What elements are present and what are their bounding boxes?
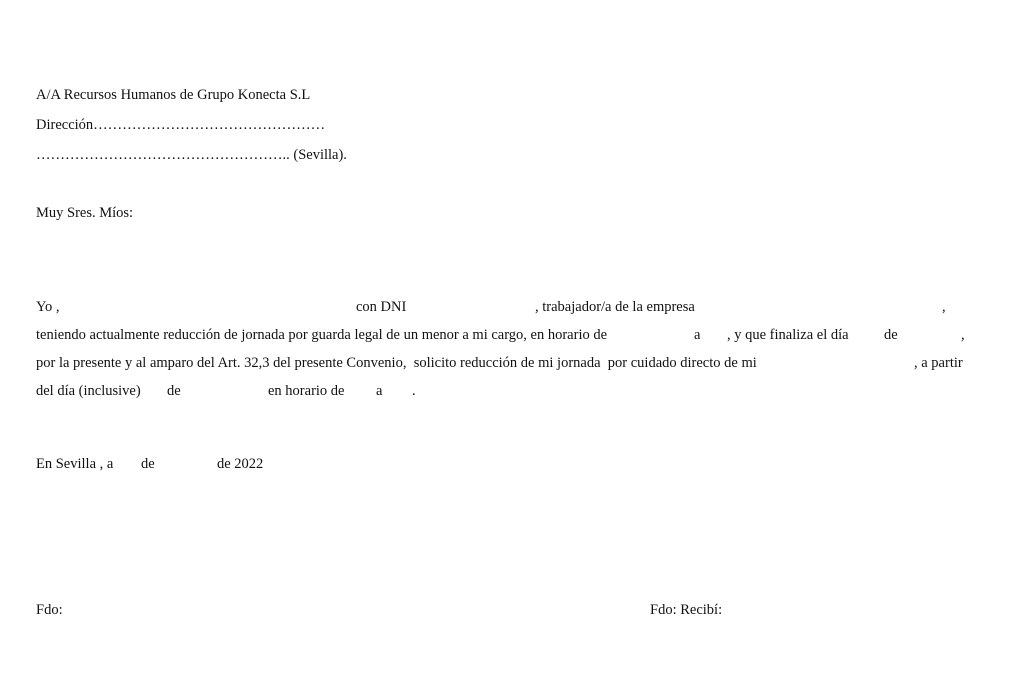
body-solicito-text: por la presente y al amparo del Art. 32,3 del presente Convenio, solicito reducción de mi jornada por cuidado directo de mi xyxy=(36,355,757,371)
body-a: a xyxy=(376,383,383,399)
place-city: En Sevilla , a xyxy=(36,456,114,472)
body-finaliza: , y que finaliza el día xyxy=(727,327,849,343)
body-de: de xyxy=(167,383,181,399)
body-dni-label: con DNI xyxy=(356,299,407,315)
address-line-2: …………………………………………….. (Sevilla). xyxy=(36,147,347,163)
body-dia-inclusive: del día (inclusive) xyxy=(36,383,141,399)
date-year: de 2022 xyxy=(217,456,264,472)
salutation: Muy Sres. Míos: xyxy=(36,205,134,221)
signature-right: Fdo: Recibí: xyxy=(650,602,723,618)
body-yo: Yo , xyxy=(36,299,60,315)
address-line-1: Dirección………………………………………… xyxy=(36,117,326,133)
body-reduccion-text: teniendo actualmente reducción de jornada por guarda legal de un menor a mi cargo, en horario de xyxy=(36,327,608,343)
body-de: de xyxy=(884,327,898,343)
body-trabajador: , trabajador/a de la empresa xyxy=(535,299,695,315)
body-comma: , xyxy=(961,327,965,343)
body-a-partir: , a partir xyxy=(914,355,963,371)
recipient-line: A/A Recursos Humanos de Grupo Konecta S.L xyxy=(36,87,311,103)
date-de: de xyxy=(141,456,155,472)
body-period: . xyxy=(412,383,416,399)
body-comma: , xyxy=(942,299,946,315)
signature-left: Fdo: xyxy=(36,602,63,618)
body-a: a xyxy=(694,327,701,343)
body-horario: en horario de xyxy=(268,383,345,399)
